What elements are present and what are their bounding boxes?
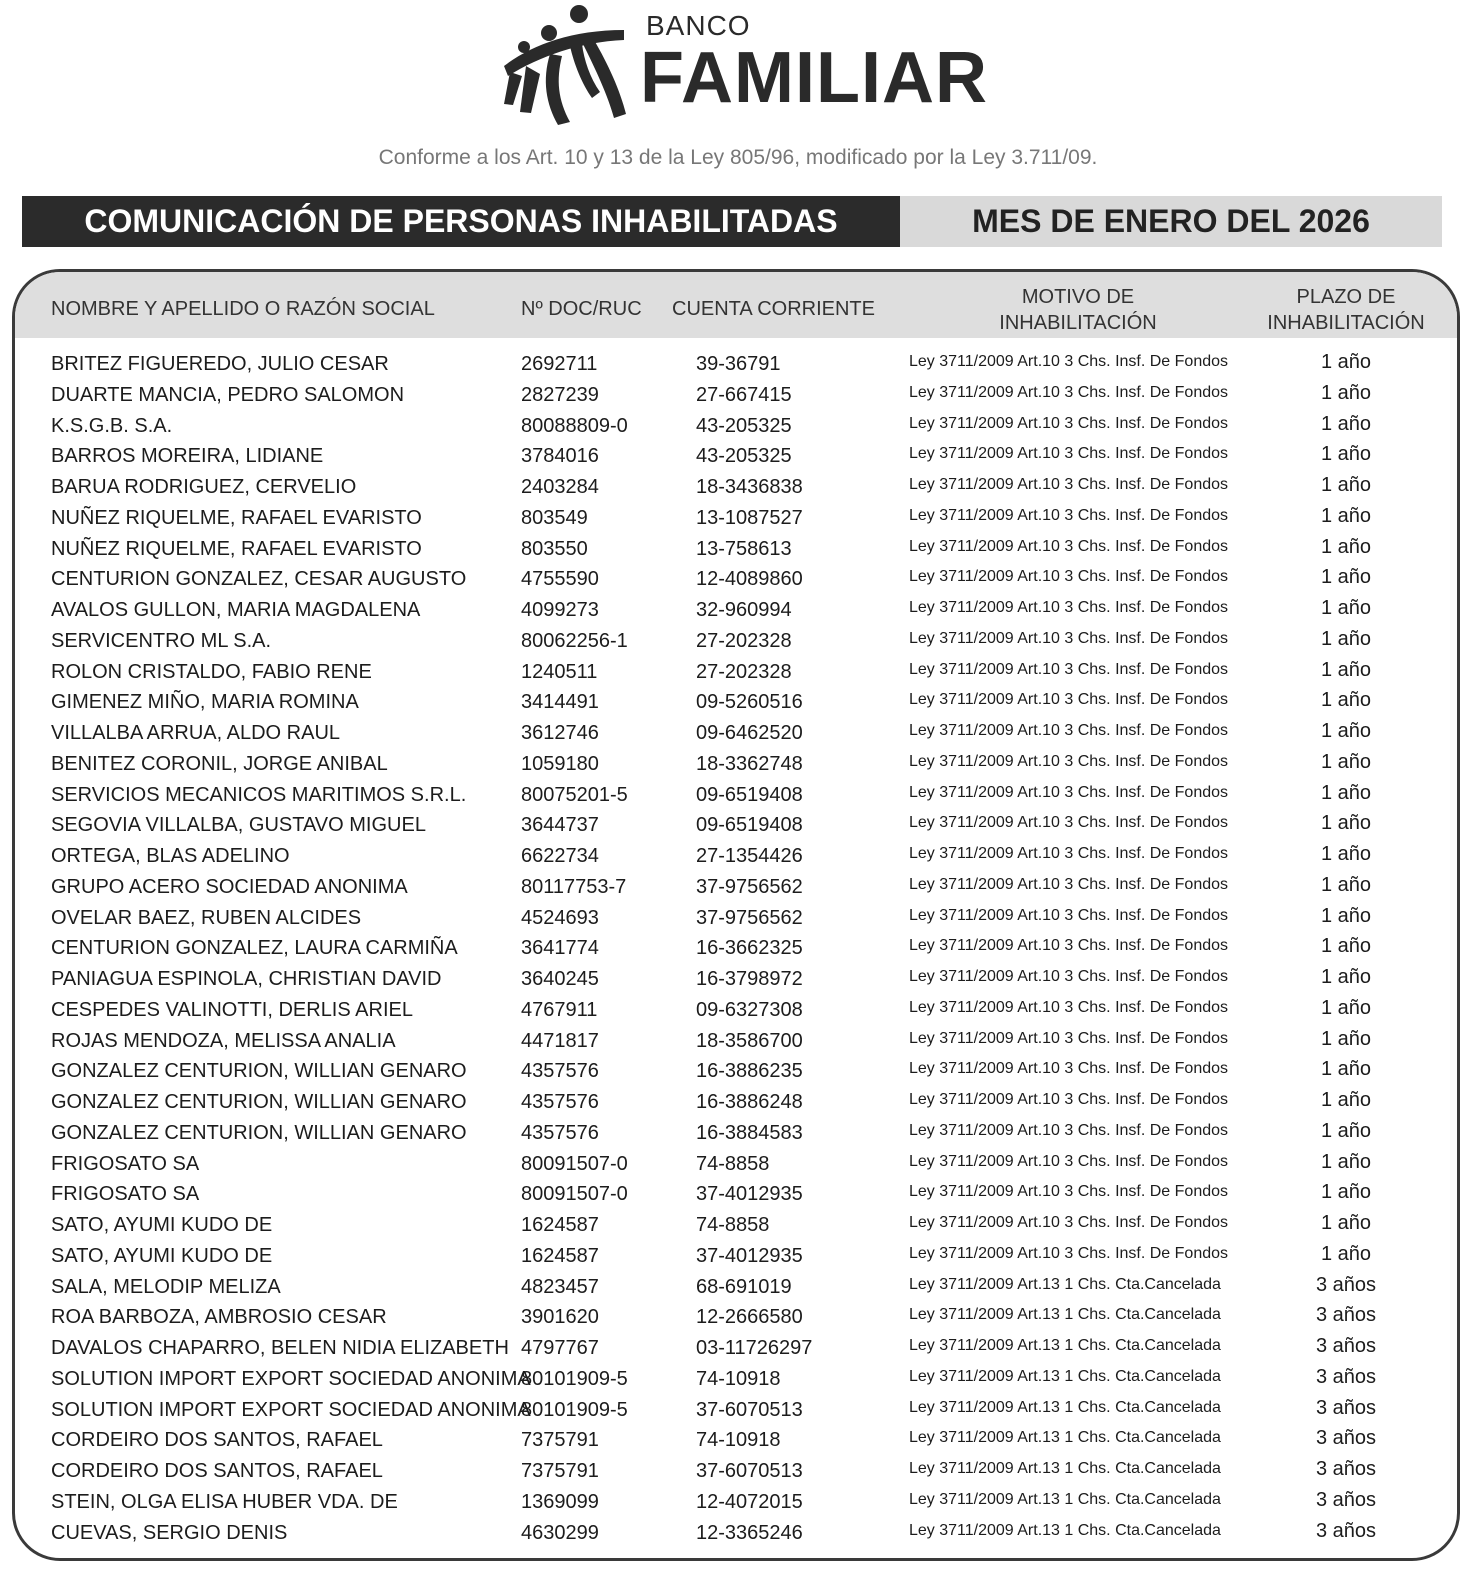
cell-doc: 3414491 — [521, 691, 599, 714]
cell-name: AVALOS GULLON, MARIA MAGDALENA — [51, 599, 421, 621]
cell-term: 1 año — [1320, 535, 1372, 558]
cell-reason: Ley 3711/2009 Art.10 3 Chs. Insf. De Fondos — [909, 783, 1229, 801]
cell-account: 43-205325 — [696, 445, 792, 468]
cell-doc: 6622734 — [521, 845, 599, 867]
cell-account: 68-691019 — [696, 1275, 792, 1298]
cell-name: SATO, AYUMI KUDO DE — [51, 1244, 273, 1267]
cell-reason: Ley 3711/2009 Art.10 3 Chs. Insf. De Fondos — [909, 476, 1229, 493]
cell-term: 1 año — [1320, 627, 1372, 650]
cell-doc: 80062256-1 — [521, 629, 628, 652]
cell-doc: 803549 — [521, 506, 588, 529]
table-row — [15, 1519, 1457, 1553]
cell-name: BARROS MOREIRA, LIDIANE — [51, 445, 324, 468]
cell-reason: Ley 3711/2009 Art.10 3 Chs. Insf. De Fondos — [909, 414, 1229, 432]
bank-logo — [500, 0, 988, 130]
cell-doc: 80091507-0 — [521, 1183, 628, 1206]
cell-term: 1 año — [1320, 474, 1372, 496]
brand-name: FAMILIAR — [640, 38, 988, 118]
cell-term: 1 año — [1320, 1212, 1372, 1234]
cell-term: 1 año — [1320, 412, 1372, 435]
header-reason — [965, 284, 1191, 336]
table-row — [15, 781, 1457, 815]
cell-name: SATO, AYUMI KUDO DE — [51, 1214, 273, 1236]
cell-term: 1 año — [1320, 443, 1372, 466]
cell-reason: Ley 3711/2009 Art.10 3 Chs. Insf. De Fondos — [909, 383, 1229, 401]
cell-term: 1 año — [1320, 843, 1372, 865]
cell-name: SERVICIOS MECANICOS MARITIMOS S.R.L. — [51, 783, 467, 806]
header-term-line2: INHABILITACIÓN — [1267, 312, 1425, 334]
cell-doc: 3641774 — [521, 937, 599, 960]
cell-reason: Ley 3711/2009 Art.10 3 Chs. Insf. De Fondos — [909, 599, 1229, 616]
cell-doc: 803550 — [521, 537, 588, 560]
cell-term: 1 año — [1320, 750, 1372, 773]
cell-account: 37-9756562 — [696, 875, 803, 898]
table-row — [15, 937, 1457, 968]
table-row — [15, 476, 1457, 507]
cell-term: 1 año — [1320, 935, 1372, 958]
cell-reason: Ley 3711/2009 Art.10 3 Chs. Insf. De Fondos — [909, 998, 1229, 1016]
cell-name: SALA, MELODIP MELIZA — [51, 1275, 281, 1298]
cell-reason: Ley 3711/2009 Art.13 1 Chs. Cta.Cancelada — [909, 1337, 1221, 1354]
family-logo-icon — [500, 0, 640, 130]
cell-reason: Ley 3711/2009 Art.10 3 Chs. Insf. De Fondos — [909, 845, 1229, 862]
cell-reason: Ley 3711/2009 Art.13 1 Chs. Cta.Cancelada — [909, 1306, 1221, 1324]
cell-doc: 4797767 — [521, 1337, 599, 1359]
cell-account: 37-6070513 — [696, 1398, 803, 1421]
cell-account: 37-4012935 — [696, 1244, 803, 1267]
table-row — [15, 1337, 1457, 1368]
listing-table — [12, 269, 1460, 1561]
cell-doc: 1059180 — [521, 752, 599, 775]
cell-reason: Ley 3711/2009 Art.10 3 Chs. Insf. De Fondos — [909, 875, 1229, 893]
cell-account: 09-6327308 — [696, 998, 803, 1021]
cell-doc: 1369099 — [521, 1490, 599, 1513]
cell-account: 12-4072015 — [696, 1490, 803, 1513]
table-row — [15, 750, 1457, 784]
cell-term: 1 año — [1320, 351, 1372, 373]
cell-term: 1 año — [1320, 381, 1372, 404]
header-account: CUENTA CORRIENTE — [672, 298, 875, 320]
cell-doc: 4357576 — [521, 1121, 599, 1144]
table-row — [15, 412, 1457, 446]
header-reason-line1: MOTIVO DE — [1021, 286, 1135, 308]
cell-account: 13-1087527 — [696, 506, 803, 529]
cell-name: CESPEDES VALINOTTI, DERLIS ARIEL — [51, 998, 413, 1021]
table-row — [15, 996, 1457, 1030]
cell-term: 1 año — [1320, 996, 1372, 1019]
table-row — [15, 599, 1457, 630]
header-term-line1: PLAZO DE — [1296, 286, 1396, 308]
cell-account: 12-4089860 — [696, 568, 803, 591]
cell-doc: 3784016 — [521, 445, 599, 468]
cell-reason: Ley 3711/2009 Art.10 3 Chs. Insf. De Fondos — [909, 1183, 1229, 1201]
cell-account: 09-6519408 — [696, 814, 803, 837]
table-row — [15, 873, 1457, 907]
cell-doc: 80117753-7 — [521, 875, 627, 898]
cell-term: 1 año — [1320, 1027, 1372, 1050]
cell-reason: Ley 3711/2009 Art.10 3 Chs. Insf. De Fondos — [909, 1029, 1229, 1047]
cell-doc: 4524693 — [521, 906, 599, 929]
cell-name: SERVICENTRO ML S.A. — [51, 629, 272, 652]
table-row — [15, 814, 1457, 845]
cell-account: 12-3365246 — [696, 1521, 803, 1544]
cell-reason: Ley 3711/2009 Art.10 3 Chs. Insf. De Fondos — [909, 506, 1229, 524]
cell-name: OVELAR BAEZ, RUBEN ALCIDES — [51, 906, 362, 929]
cell-name: SOLUTION IMPORT EXPORT SOCIEDAD ANONIMA — [51, 1367, 531, 1390]
cell-reason: Ley 3711/2009 Art.10 3 Chs. Insf. De Fondos — [909, 937, 1229, 955]
table-row — [15, 1150, 1457, 1184]
cell-reason: Ley 3711/2009 Art.10 3 Chs. Insf. De Fondos — [909, 629, 1229, 647]
cell-doc: 4471817 — [521, 1029, 599, 1052]
cell-reason: Ley 3711/2009 Art.10 3 Chs. Insf. De Fondos — [909, 1091, 1229, 1108]
cell-term: 1 año — [1320, 1150, 1372, 1173]
cell-account: 12-2666580 — [696, 1306, 803, 1329]
cell-reason: Ley 3711/2009 Art.10 3 Chs. Insf. De Fondos — [909, 445, 1229, 463]
cell-doc: 80075201-5 — [521, 783, 628, 806]
table-row — [15, 1488, 1457, 1522]
table-row — [15, 1060, 1457, 1091]
cell-term: 1 año — [1320, 1181, 1372, 1204]
cell-account: 09-6462520 — [696, 722, 803, 744]
cell-name: GONZALEZ CENTURION, WILLIAN GENARO — [51, 1091, 467, 1113]
title-banner — [22, 196, 1442, 247]
cell-doc: 1624587 — [521, 1244, 599, 1267]
table-header — [15, 272, 1457, 338]
table-row — [15, 1027, 1457, 1061]
cell-name: SOLUTION IMPORT EXPORT SOCIEDAD ANONIMA — [51, 1398, 531, 1421]
cell-term: 3 años — [1315, 1396, 1377, 1419]
cell-reason: Ley 3711/2009 Art.13 1 Chs. Cta.Cancelada — [909, 1521, 1221, 1539]
table-row — [15, 1091, 1457, 1122]
cell-doc: 4357576 — [521, 1060, 599, 1083]
table-row — [15, 1183, 1457, 1214]
cell-name: DUARTE MANCIA, PEDRO SALOMON — [51, 383, 405, 406]
cell-reason: Ley 3711/2009 Art.10 3 Chs. Insf. De Fondos — [909, 968, 1229, 985]
cell-account: 18-3586700 — [696, 1029, 803, 1052]
cell-doc: 4630299 — [521, 1521, 599, 1544]
cell-account: 74-8858 — [696, 1214, 770, 1236]
cell-reason: Ley 3711/2009 Art.10 3 Chs. Insf. De Fondos — [909, 752, 1229, 770]
cell-account: 74-8858 — [696, 1152, 770, 1175]
cell-term: 1 año — [1320, 566, 1372, 589]
cell-doc: 1240511 — [521, 660, 598, 683]
cell-reason: Ley 3711/2009 Art.13 1 Chs. Cta.Cancelada — [909, 1460, 1221, 1477]
cell-reason: Ley 3711/2009 Art.10 3 Chs. Insf. De Fondos — [909, 906, 1229, 924]
cell-name: ORTEGA, BLAS ADELINO — [51, 845, 290, 867]
cell-name: ROA BARBOZA, AMBROSIO CESAR — [51, 1306, 387, 1329]
table-row — [15, 1306, 1457, 1337]
table-row — [15, 904, 1457, 938]
cell-term: 1 año — [1320, 781, 1372, 804]
cell-name: ROLON CRISTALDO, FABIO RENE — [51, 660, 372, 683]
cell-doc: 3612746 — [521, 722, 599, 744]
cell-doc: 80091507-0 — [521, 1152, 628, 1175]
cell-term: 1 año — [1320, 1058, 1372, 1081]
cell-term: 3 años — [1315, 1304, 1377, 1327]
cell-name: STEIN, OLGA ELISA HUBER VDA. DE — [51, 1490, 398, 1513]
header-reason-line2: INHABILITACIÓN — [999, 312, 1157, 334]
table-row — [15, 968, 1457, 999]
cell-reason: Ley 3711/2009 Art.13 1 Chs. Cta.Cancelada — [909, 1398, 1221, 1416]
cell-account: 27-667415 — [696, 383, 792, 406]
cell-reason: Ley 3711/2009 Art.10 3 Chs. Insf. De Fondos — [909, 1060, 1229, 1078]
cell-name: GRUPO ACERO SOCIEDAD ANONIMA — [51, 875, 408, 898]
cell-reason: Ley 3711/2009 Art.10 3 Chs. Insf. De Fondos — [909, 1244, 1229, 1262]
cell-doc: 4823457 — [521, 1275, 599, 1298]
header-term — [1241, 284, 1451, 336]
header-name: NOMBRE Y APELLIDO O RAZÓN SOCIAL — [51, 298, 435, 320]
cell-name: GIMENEZ MIÑO, MARIA ROMINA — [51, 691, 359, 714]
cell-term: 3 años — [1315, 1273, 1377, 1296]
cell-term: 3 años — [1315, 1519, 1377, 1542]
cell-doc: 7375791 — [521, 1429, 599, 1452]
cell-term: 3 años — [1315, 1365, 1377, 1388]
cell-doc: 80101909-5 — [521, 1398, 628, 1421]
cell-doc: 2692711 — [521, 353, 598, 375]
cell-account: 27-1354426 — [696, 845, 803, 867]
cell-doc: 3640245 — [521, 968, 599, 990]
cell-doc: 80088809-0 — [521, 414, 628, 437]
cell-term: 1 año — [1320, 720, 1372, 742]
cell-doc: 3644737 — [521, 814, 599, 837]
cell-account: 16-3662325 — [696, 937, 803, 960]
cell-reason: Ley 3711/2009 Art.10 3 Chs. Insf. De Fondos — [909, 353, 1229, 370]
cell-name: CUEVAS, SERGIO DENIS — [51, 1521, 288, 1544]
table-row — [15, 381, 1457, 415]
cell-doc: 4099273 — [521, 599, 599, 621]
table-row — [15, 1365, 1457, 1399]
cell-name: DAVALOS CHAPARRO, BELEN NIDIA ELIZABETH — [51, 1337, 509, 1359]
cell-account: 18-3362748 — [696, 752, 803, 775]
cell-reason: Ley 3711/2009 Art.13 1 Chs. Cta.Cancelada — [909, 1367, 1221, 1385]
cell-doc: 80101909-5 — [521, 1367, 628, 1390]
cell-name: GONZALEZ CENTURION, WILLIAN GENARO — [51, 1121, 467, 1144]
cell-account: 16-3884583 — [696, 1121, 803, 1144]
cell-reason: Ley 3711/2009 Art.10 3 Chs. Insf. De Fondos — [909, 1121, 1229, 1139]
cell-account: 03-11726297 — [696, 1337, 813, 1359]
table-row — [15, 1242, 1457, 1276]
cell-term: 3 años — [1315, 1488, 1377, 1511]
cell-doc: 4755590 — [521, 568, 599, 591]
table-row — [15, 845, 1457, 876]
cell-name: CENTURION GONZALEZ, CESAR AUGUSTO — [51, 568, 467, 591]
cell-doc: 2827239 — [521, 383, 599, 406]
banner-title: COMUNICACIÓN DE PERSONAS INHABILITADAS — [22, 196, 900, 247]
cell-account: 27-202328 — [696, 629, 792, 652]
cell-doc: 3901620 — [521, 1306, 599, 1329]
cell-term: 1 año — [1320, 689, 1372, 712]
cell-term: 3 años — [1315, 1458, 1377, 1480]
cell-name: FRIGOSATO SA — [51, 1183, 200, 1206]
cell-term: 1 año — [1320, 904, 1372, 927]
cell-account: 09-6519408 — [696, 783, 803, 806]
table-row — [15, 504, 1457, 538]
cell-reason: Ley 3711/2009 Art.10 3 Chs. Insf. De Fondos — [909, 568, 1229, 586]
cell-reason: Ley 3711/2009 Art.10 3 Chs. Insf. De Fondos — [909, 537, 1229, 555]
cell-doc: 4357576 — [521, 1091, 599, 1113]
cell-name: CORDEIRO DOS SANTOS, RAFAEL — [51, 1429, 383, 1452]
cell-term: 1 año — [1320, 658, 1372, 681]
cell-account: 18-3436838 — [696, 476, 803, 498]
cell-account: 16-3798972 — [696, 968, 803, 990]
table-row — [15, 445, 1457, 476]
cell-account: 27-202328 — [696, 660, 792, 683]
cell-reason: Ley 3711/2009 Art.10 3 Chs. Insf. De Fondos — [909, 1152, 1229, 1170]
cell-reason: Ley 3711/2009 Art.13 1 Chs. Cta.Cancelada — [909, 1490, 1221, 1508]
cell-reason: Ley 3711/2009 Art.10 3 Chs. Insf. De Fondos — [909, 814, 1229, 832]
cell-name: FRIGOSATO SA — [51, 1152, 200, 1175]
cell-name: VILLALBA ARRUA, ALDO RAUL — [51, 722, 341, 744]
cell-doc: 2403284 — [521, 476, 599, 498]
cell-name: K.S.G.B. S.A. — [51, 414, 173, 437]
cell-name: PANIAGUA ESPINOLA, CHRISTIAN DAVID — [51, 968, 442, 990]
cell-name: SEGOVIA VILLALBA, GUSTAVO MIGUEL — [51, 814, 426, 837]
cell-name: CENTURION GONZALEZ, LAURA CARMIÑA — [51, 937, 458, 960]
cell-account: 37-9756562 — [696, 906, 803, 929]
legal-note: Conforme a los Art. 10 y 13 de la Ley 805/96, modificado por la Ley 3.711/09. — [378, 146, 1098, 169]
header-doc: Nº DOC/RUC — [521, 298, 642, 320]
cell-account: 74-10918 — [696, 1367, 781, 1390]
cell-reason: Ley 3711/2009 Art.13 1 Chs. Cta.Cancelada — [909, 1275, 1221, 1293]
cell-name: GONZALEZ CENTURION, WILLIAN GENARO — [51, 1060, 467, 1083]
cell-account: 32-960994 — [696, 599, 792, 621]
cell-doc: 4767911 — [521, 998, 598, 1021]
table-row — [15, 658, 1457, 692]
table-row — [15, 1460, 1457, 1491]
cell-term: 1 año — [1320, 504, 1372, 527]
table-row — [15, 1119, 1457, 1153]
table-row — [15, 1273, 1457, 1307]
table-row — [15, 568, 1457, 599]
table-row — [15, 1429, 1457, 1460]
cell-name: CORDEIRO DOS SANTOS, RAFAEL — [51, 1460, 383, 1482]
table-row — [15, 535, 1457, 569]
cell-doc: 7375791 — [521, 1460, 599, 1482]
table-body — [15, 353, 1457, 1552]
cell-reason: Ley 3711/2009 Art.10 3 Chs. Insf. De Fondos — [909, 722, 1229, 739]
cell-account: 09-5260516 — [696, 691, 803, 714]
cell-account: 16-3886248 — [696, 1091, 803, 1113]
cell-account: 13-758613 — [696, 537, 792, 560]
cell-account: 43-205325 — [696, 414, 792, 437]
cell-doc: 1624587 — [521, 1214, 599, 1236]
cell-reason: Ley 3711/2009 Art.13 1 Chs. Cta.Cancelada — [909, 1429, 1221, 1447]
cell-account: 37-6070513 — [696, 1460, 803, 1482]
cell-account: 74-10918 — [696, 1429, 781, 1452]
cell-account: 16-3886235 — [696, 1060, 803, 1083]
cell-term: 3 años — [1315, 1335, 1377, 1357]
cell-name: BARUA RODRIGUEZ, CERVELIO — [51, 476, 357, 498]
cell-reason: Ley 3711/2009 Art.10 3 Chs. Insf. De Fondos — [909, 691, 1229, 709]
table-row — [15, 722, 1457, 753]
cell-term: 1 año — [1320, 966, 1372, 988]
table-row — [15, 627, 1457, 661]
table-row — [15, 1396, 1457, 1430]
cell-reason: Ley 3711/2009 Art.10 3 Chs. Insf. De Fondos — [909, 1214, 1229, 1231]
cell-name: NUÑEZ RIQUELME, RAFAEL EVARISTO — [51, 506, 422, 529]
cell-term: 1 año — [1320, 812, 1372, 835]
cell-term: 1 año — [1320, 873, 1372, 896]
cell-name: NUÑEZ RIQUELME, RAFAEL EVARISTO — [51, 537, 422, 560]
cell-term: 1 año — [1320, 597, 1372, 619]
banner-period: MES DE ENERO DEL 2026 — [900, 196, 1442, 247]
table-row — [15, 1214, 1457, 1245]
cell-reason: Ley 3711/2009 Art.10 3 Chs. Insf. De Fondos — [909, 660, 1229, 678]
cell-name: BRITEZ FIGUEREDO, JULIO CESAR — [51, 353, 389, 375]
cell-term: 1 año — [1320, 1119, 1372, 1142]
cell-name: ROJAS MENDOZA, MELISSA ANALIA — [51, 1029, 396, 1052]
cell-term: 3 años — [1315, 1427, 1377, 1450]
cell-name: BENITEZ CORONIL, JORGE ANIBAL — [51, 752, 388, 775]
brand-prefix: BANCO — [646, 10, 751, 41]
table-row — [15, 691, 1457, 722]
cell-term: 1 año — [1320, 1089, 1372, 1111]
cell-term: 1 año — [1320, 1242, 1372, 1265]
cell-account: 39-36791 — [696, 353, 781, 375]
table-row — [15, 353, 1457, 384]
cell-account: 37-4012935 — [696, 1183, 803, 1206]
